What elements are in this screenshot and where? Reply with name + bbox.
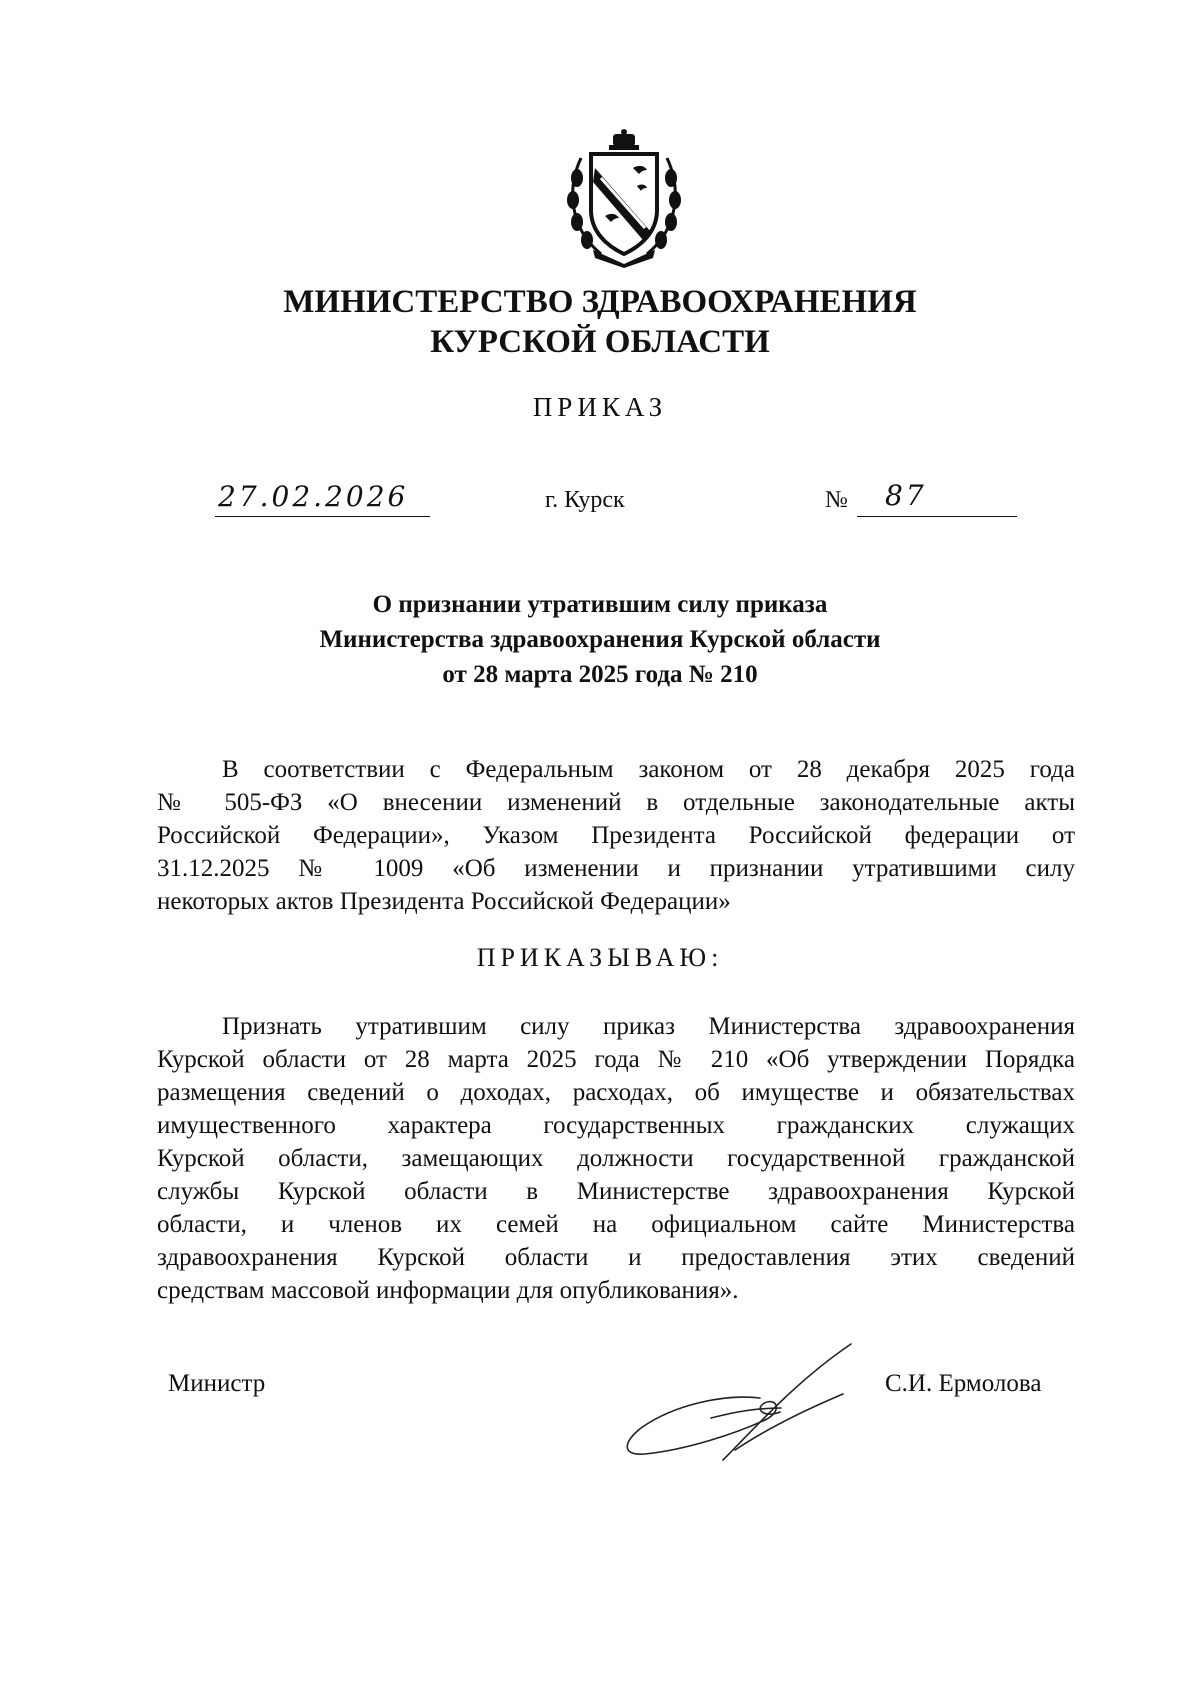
number-underline [857, 516, 1017, 517]
document-number: 87 [885, 479, 927, 512]
signatory-position: Министр [168, 1370, 266, 1397]
order-text-line: области, и членов их семей на официальном сайте Министерства [157, 1211, 1075, 1238]
order-text-line: Курской области, замещающих должности государственной гражданской [157, 1145, 1075, 1172]
organization-name-line-1: МИНИСТЕРСТВО ЗДРАВООХРАНЕНИЯ [283, 284, 917, 320]
preamble-line: 31.12.2025 № 1009 «Об изменении и признании утратившими силу [157, 855, 1075, 882]
document-city: г. Курск [545, 487, 625, 513]
order-text-line: службы Курской области в Министерстве здравоохранения Курской [157, 1178, 1075, 1205]
organization-name-line-2: КУРСКОЙ ОБЛАСТИ [430, 324, 770, 360]
order-text-line: имущественного характера государственных гражданских служащих [157, 1112, 1075, 1139]
document-number-label: № [825, 487, 848, 513]
preamble-line: В соответствии с Федеральным законом от 28 декабря 2025 года [222, 756, 1075, 783]
order-text-line: Курской области от 28 марта 2025 года № 210 «Об утверждении Порядка [157, 1046, 1075, 1073]
signatory-name: С.И. Ермолова [885, 1370, 1042, 1397]
document-title-line-1: О признании утратившим силу приказа [372, 591, 828, 618]
handwritten-signature-icon [615, 1338, 875, 1478]
document-title-line-3: от 28 марта 2025 года № 210 [442, 661, 758, 688]
preamble-line: некоторых актов Президента Российской Федерации» [157, 888, 731, 915]
preamble-line: Российской Федерации», Указом Президента Российской федерации от [157, 822, 1075, 849]
order-text-line: здравоохранения Курской области и предоставления этих сведений [157, 1244, 1075, 1271]
order-text-line: средствам массовой информации для опубликования». [157, 1277, 739, 1304]
preamble-line: № 505-ФЗ «О внесении изменений в отдельные законодательные акты [157, 789, 1075, 816]
order-text-line: Признать утратившим силу приказ Министерства здравоохранения [222, 1013, 1075, 1040]
document-title-line-2: Министерства здравоохранения Курской области [319, 626, 881, 653]
document-date: 27.02.2026 [218, 480, 409, 513]
coat-of-arms-icon [563, 128, 685, 268]
order-word: ПРИКАЗЫВАЮ: [476, 943, 724, 972]
order-text-line: размещения сведений о доходах, расходах, об имуществе и обязательствах [157, 1079, 1075, 1106]
date-underline [215, 516, 430, 517]
document-type: ПРИКАЗ [532, 392, 668, 422]
